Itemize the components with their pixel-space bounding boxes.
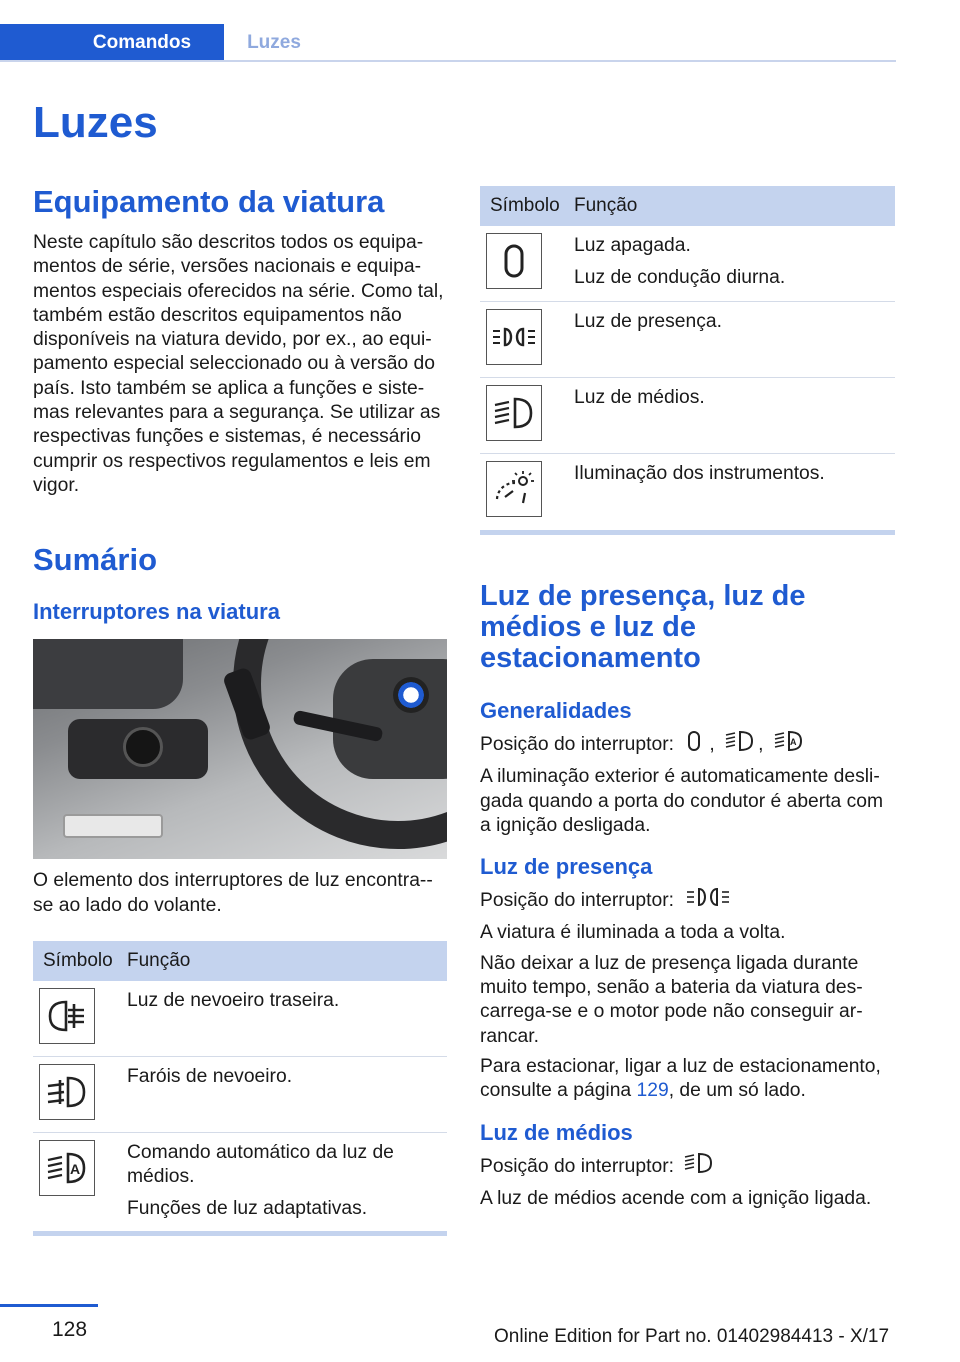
dashboard-photo (33, 639, 447, 859)
instrument-lighting-icon (486, 461, 542, 517)
presenca-text-3 (480, 1055, 895, 1104)
section-title-equipamento: Equipamento da viatura (33, 184, 385, 219)
function-text: Comando automático da luz de médios. (127, 1141, 394, 1187)
page-129-link[interactable]: 129 (636, 1080, 669, 1102)
left-column (33, 186, 447, 1236)
low-beam-icon (683, 1152, 713, 1181)
subsection-title-interruptores: Interruptores na viatura (33, 599, 280, 625)
separator: , (709, 733, 715, 755)
medios-title: Luz de médios (480, 1119, 633, 1145)
table-end-bar (480, 530, 895, 535)
equipamento-text: Neste capítulo são descritos todos os equipa-mentos de série, versões nacionais e equipa-mentos especiais oferecidos na série. Como tal, também estão descritos equipamentos não disponíveis na viatura devido, por ex., ao equi-pamento especial seleccionado ou à versão do país. Isto também se aplica a funções e siste-mas relevantes para a segurança. Se utilizar as respectivas funções e sistemas, é necessário cumprir os respectivos regulamentos e leis em vigor. (33, 232, 444, 496)
header-divider (0, 60, 896, 62)
function-text: Luz de nevoeiro traseira. (127, 989, 340, 1011)
table-row (33, 981, 447, 1057)
page-number: 128 (52, 1318, 88, 1341)
column-header-symbol: Símbolo (490, 195, 560, 216)
low-beam-icon (724, 730, 754, 759)
auto-low-beam-icon (773, 730, 803, 759)
function-text: Faróis de nevoeiro. (127, 1065, 293, 1087)
presenca-title: Luz de presença (480, 854, 653, 880)
presenca-position (480, 886, 895, 915)
table-row (33, 1057, 447, 1133)
zero-icon (683, 730, 705, 759)
table-header (480, 186, 895, 226)
auto-low-beam-icon (39, 1140, 95, 1196)
tab-comandos[interactable]: Comandos (0, 24, 224, 62)
column-header-function: Função (574, 195, 638, 216)
table-row (480, 302, 895, 378)
presenca-text-1: A viatura é iluminada a toda a volta. (480, 922, 786, 944)
table-row (480, 226, 895, 302)
photo-caption: O elemento dos interruptores de luz encontra--se ao lado do volante. (33, 870, 433, 916)
presenca-text-3a: Para estacionar, ligar a luz de estacionamento, consulte a página (480, 1055, 881, 1102)
table-row (480, 454, 895, 530)
position-label: Posição do interruptor: (480, 1155, 674, 1177)
generalidades-position (480, 730, 895, 759)
function-text: Luz de presença. (574, 311, 722, 332)
presenca-text-2: Não deixar a luz de presença ligada durante muito tempo, senão a bateria da viatura des-carrega-se e o motor pode não conseguir ar-rancar. (480, 952, 863, 1047)
generalidades-text: A iluminação exterior é automaticamente desli-gada quando a porta do condutor é aberta com a ignição desligada. (480, 766, 884, 836)
function-text: Funções de luz adaptativas. (127, 1197, 368, 1219)
function-text: Luz apagada. (574, 235, 691, 256)
left-symbol-table (33, 941, 447, 1236)
front-fog-light-icon (39, 1064, 95, 1120)
section-title-luzes: Luz de presença, luz de médios e luz de estacionamento (480, 580, 806, 674)
generalidades-title: Generalidades (480, 698, 632, 723)
footer-edition: Online Edition for Part no. 01402984413 - X/17 (494, 1326, 890, 1347)
separator: , (758, 733, 764, 755)
column-header-function: Função (127, 949, 191, 971)
right-symbol-table (480, 186, 895, 535)
medios-text: A luz de médios acende com a ignição ligada. (480, 1187, 872, 1209)
rear-fog-light-icon (39, 988, 95, 1044)
function-text: Iluminação dos instrumentos. (574, 463, 825, 484)
table-row (33, 1133, 447, 1231)
zero-icon (486, 233, 542, 289)
footer-divider (0, 1304, 98, 1307)
section-title-sumario: Sumário (33, 542, 158, 578)
svg-text:A: A (789, 737, 797, 747)
function-text: Luz de médios. (574, 387, 705, 408)
tab-luzes[interactable]: Luzes (247, 32, 301, 53)
svg-text:A: A (70, 1160, 81, 1177)
parking-light-icon (486, 309, 542, 365)
table-header (33, 941, 447, 981)
table-row (480, 378, 895, 454)
medios-position (480, 1152, 895, 1181)
presenca-text-3b: , de um só lado. (668, 1080, 806, 1102)
function-text: Luz de condução diurna. (574, 267, 786, 288)
position-label: Posição do interruptor: (480, 733, 674, 755)
parking-light-icon (683, 886, 733, 915)
position-label: Posição do interruptor: (480, 889, 674, 911)
right-column (480, 186, 895, 1211)
table-end-bar (33, 1231, 447, 1236)
low-beam-icon (486, 385, 542, 441)
column-header-symbol: Símbolo (43, 949, 113, 971)
page-title: Luzes (33, 98, 158, 147)
